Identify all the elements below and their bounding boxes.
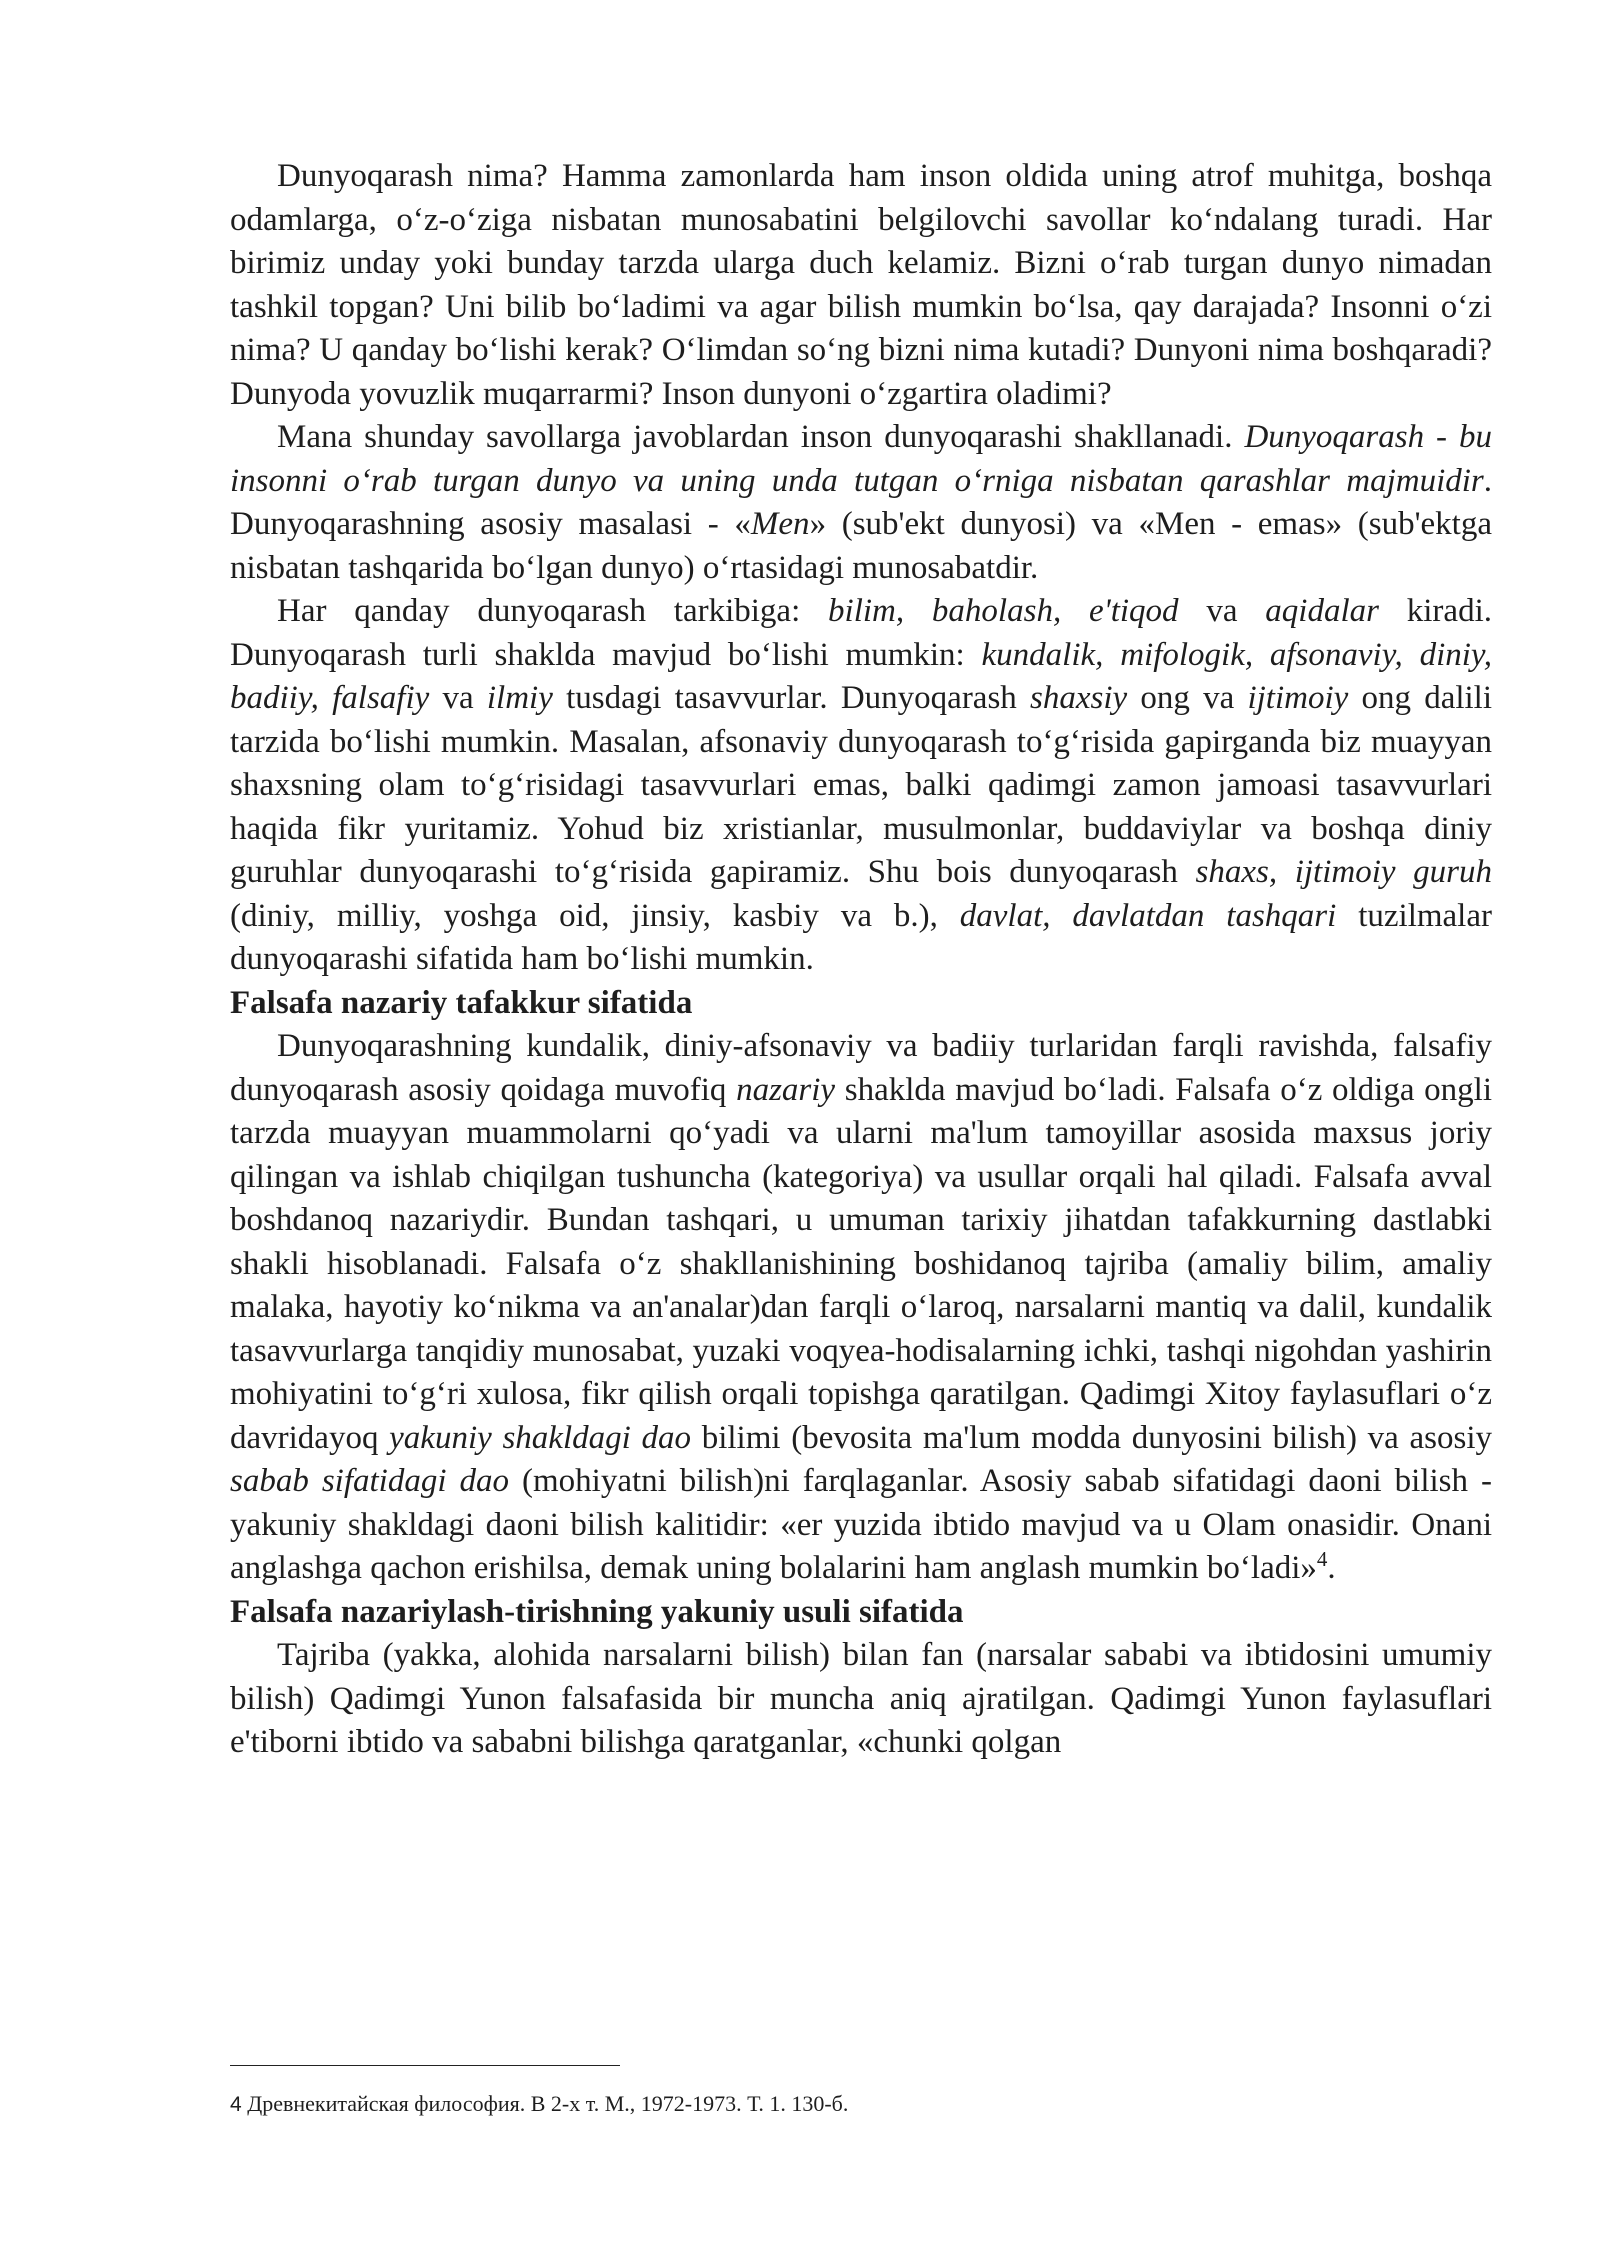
- text-run: tuzilmalar dunyoqarashi sifatida ham bo‘lishi mumkin.: [230, 897, 1492, 977]
- heading-text: Falsafa nazariy tafakkur sifatida: [230, 984, 693, 1021]
- heading-text: Falsafa nazariylash-tirishning yakuniy usuli sifatida: [230, 1593, 964, 1630]
- text-run: (mohiyatni bilish)ni farqlaganlar. Asosiy sabab sifatidagi daoni bilish - yakuniy shakldagi daoni bilish kalitidir: «er yuzida ibtido mavjud va u Olam onasidir. Onani anglashga qachon erishilsa, demak uning bolalarini ham anglash mumkin bo‘ladi»: [230, 1463, 1493, 1586]
- footnote: [230, 2090, 1492, 2119]
- text-run: shaklda mavjud bo‘ladi. Falsafa o‘z oldiga ongli tarzda muayyan muammolarni qo‘yadi va ularni ma'lum tamoyillar asosida maxsus joriy qilingan va ishlab chiqilgan tushuncha (kategoriya) va usullar orqali hal qiladi. Falsafa avval boshdanoq nazariydir. Bundan tashqari, u umuman tarixiy jihatdan tafakkurning dastlabki shakli hisoblanadi. Falsafa o‘z shakllanishining boshidanoq tajriba (amaliy bilim, amaliy malaka, hayotiy ko‘nikma va an'analar)dan farqli o‘laroq, narsalarni mantiq va dalil, kundalik tasavvurlarga tanqidiy munosabat, yuzaki voqyea-hodisalarning ichki, tashqi nigohdan yashirin mohiyatini to‘g‘ri xulosa, fikr qilish orqali topishga qaratilgan. Qadimgi Xitoy faylasuflari o‘z davridayoq: [230, 1071, 1492, 1456]
- text-run: Dunyoqarashning kundalik, diniy-afsonaviy va badiiy turlaridan farqli ravishda, falsafiy dunyoqarash asosiy qoidaga muvofiq: [230, 1028, 1492, 1108]
- footnote-marker[interactable]: 4: [1316, 1547, 1328, 1571]
- footnote-separator: [230, 2065, 620, 2066]
- paragraph: [230, 155, 1492, 416]
- italic-run: shaxsiy: [1030, 680, 1128, 716]
- footnote-text: Древнекитайская философия. В 2-х т. М., 1972-1973. Т. 1. 130-б.: [241, 2091, 849, 2116]
- italic-run: bilim, baholash, e'tiqod: [828, 593, 1179, 629]
- text-run: Mana shunday savollarga javoblardan inson dunyoqarashi shakllanadi.: [277, 419, 1245, 455]
- italic-run: Men: [750, 506, 810, 542]
- italic-run: aqidalar: [1265, 593, 1379, 629]
- text-run: Dunyoqarash nima? Hamma zamonlarda ham inson oldida uning atrof muhitga, boshqa odamlarga, o‘z-o‘ziga nisbatan munosabatini belgilovchi savollar ko‘ndalang turadi. Har birimiz unday yoki bunday tarzda ularga duch kelamiz. Bizni o‘rab turgan dunyo nimadan tashkil topgan? Uni bilib bo‘ladimi va agar bilish mumkin bo‘lsa, qay darajada? Insonni o‘zi nima? U qanday bo‘lishi kerak? O‘limdan so‘ng bizni nima kutadi? Dunyoni nima boshqaradi? Dunyoda yovuzlik muqarrarmi? Inson dunyoni o‘zgartira oladimi?: [230, 158, 1492, 412]
- text-run: (diniy, milliy, yoshga oid, jinsiy, kasbiy va b.),: [230, 897, 960, 934]
- italic-run: yakuniy shakldagi dao: [389, 1419, 691, 1456]
- italic-run: ijtimoiy: [1247, 680, 1349, 716]
- paragraph: [230, 1634, 1492, 1765]
- text-run: .: [1327, 1550, 1336, 1586]
- italic-run: davlat, davlatdan tashqari: [959, 897, 1337, 934]
- italic-run: Dunyoqarash - bu insonni o‘rab turgan dunyo va uning unda tutgan o‘rniga nisbatan qarashlar majmuidir: [230, 419, 1492, 499]
- text-run: » (sub'ekt dunyosi) va «Men - emas» (sub'ektga nisbatan tashqarida bo‘lgan dunyo) o‘rtasidagi munosabatdir.: [230, 506, 1492, 586]
- section-heading: [230, 982, 1492, 1026]
- text-run: va: [429, 680, 487, 716]
- text-run: tusdagi tasavvurlar. Dunyoqarash: [552, 680, 1031, 716]
- section-heading: [230, 1591, 1492, 1635]
- italic-run: kundalik, mifologik, afsonaviy, diniy, badiiy, falsafiy: [230, 636, 1492, 716]
- text-run: ong va: [1127, 680, 1248, 716]
- text-run: ong dalili tarzida bo‘lishi mumkin. Masalan, afsonaviy dunyoqarash to‘g‘risida gapirganda biz muayyan shaxsning olam to‘g‘risidagi tasavvurlari emas, balki qadimgi zamon jamoasi tasavvurlari haqida fikr yuritamiz. Yohud biz xristianlar, musulmonlar, buddaviylar va boshqa diniy guruhlar dunyoqarashi to‘g‘risida gapiramiz. Shu bois dunyoqarash: [230, 680, 1493, 890]
- text-run: Tajriba (yakka, alohida narsalarni bilish) bilan fan (narsalar sababi va ibtidosini umumiy bilish) Qadimgi Yunon falsafasida bir muncha aniq ajratilgan. Qadimgi Yunon faylasuflari e'tiborni ibtido va sababni bilishga qaratganlar, «chunki qolgan: [230, 1637, 1492, 1760]
- italic-run: sabab sifatidagi dao: [230, 1463, 510, 1499]
- text-run: Har qanday dunyoqarash tarkibiga:: [277, 593, 829, 629]
- italic-run: shaxs, ijtimoiy guruh: [1195, 854, 1492, 890]
- italic-run: ilmiy: [486, 680, 553, 716]
- paragraph: [230, 1025, 1492, 1591]
- text-run: bilimi (bevosita ma'lum modda dunyosini bilish) va asosiy: [691, 1419, 1492, 1456]
- text-run: va: [1178, 593, 1266, 629]
- text-run: kiradi. Dunyoqarash turli shaklda mavjud bo‘lishi mumkin:: [230, 593, 1492, 673]
- footnote-number: 4: [230, 2093, 242, 2116]
- page-body: [230, 155, 1492, 1765]
- italic-run: nazariy: [736, 1071, 836, 1108]
- paragraph: [230, 590, 1492, 982]
- paragraph: [230, 416, 1492, 590]
- text-run: . Dunyoqarashning asosiy masalasi - «: [230, 462, 1492, 542]
